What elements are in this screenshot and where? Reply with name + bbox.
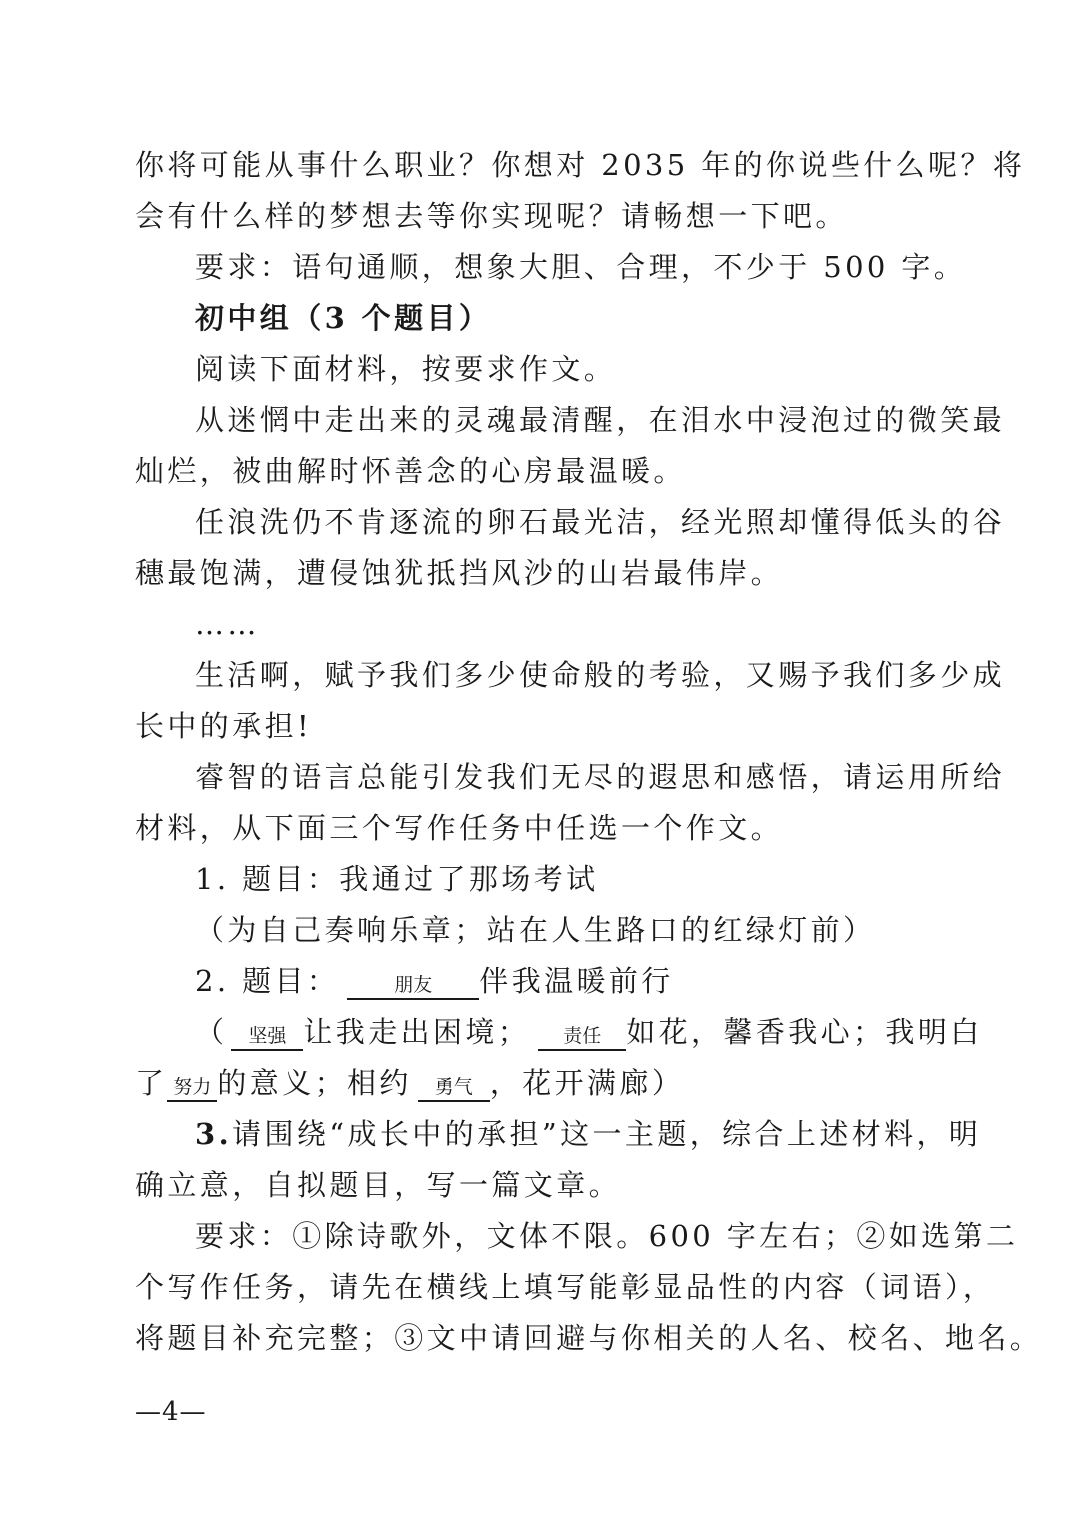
task-2-suffix: 伴我温暖前行 — [479, 964, 674, 998]
requirement-line: 要求：①除诗歌外，文体不限。600 字左右；②如选第二 — [195, 1219, 1019, 1253]
task-2-options-cont — [135, 1058, 947, 1109]
paragraph-line: 任浪洗仍不肯逐流的卵石最光洁，经光照却懂得低头的谷 — [195, 505, 1006, 539]
open-paren: （ — [195, 1015, 228, 1049]
page-number: —4— — [135, 1397, 207, 1427]
ellipsis-line: …… — [195, 607, 260, 641]
task-2-blank: 朋友 — [347, 970, 479, 1000]
option-blank-2: 责任 — [538, 1021, 626, 1051]
paragraph-line: 阅读下面材料，按要求作文。 — [195, 352, 617, 386]
document-page — [135, 140, 1043, 1364]
paragraph-line: 材料，从下面三个写作任务中任选一个作文。 — [135, 811, 784, 845]
option-text-1: 让我走出困境； — [303, 1015, 531, 1049]
option-text-2: 如花，馨香我心；我明白 — [626, 1015, 983, 1049]
requirement-line: 个写作任务，请先在横线上填写能彰显品性的内容（词语）， — [135, 1270, 996, 1304]
task-3-text-cont: 确立意，自拟题目，写一篇文章。 — [135, 1168, 622, 1202]
paragraph-line: 长中的承担! — [135, 709, 313, 743]
task-3-text: 请围绕“成长中的承担”这一主题，综合上述材料，明 — [232, 1117, 982, 1151]
task-1-options: （为自己奏响乐章；站在人生路口的红绿灯前） — [195, 913, 876, 947]
paragraph-line: 睿智的语言总能引发我们无尽的遐思和感悟，请运用所给 — [195, 760, 1006, 794]
option-blank-1: 坚强 — [231, 1021, 303, 1051]
requirement-line: 将题目补充完整；③文中请回避与你相关的人名、校名、地名。 — [135, 1321, 1043, 1355]
option-blank-3: 努力 — [167, 1072, 217, 1102]
section-heading: 初中组（3 个题目） — [195, 301, 492, 335]
paragraph-line: 灿烂，被曲解时怀善念的心房最温暖。 — [135, 454, 686, 488]
task-2-title — [135, 956, 947, 1007]
option-text-5: ，花开满廊） — [489, 1066, 685, 1100]
task-1-title: 1. 题目：我通过了那场考试 — [195, 862, 599, 896]
paragraph-line: 生活啊，赋予我们多少使命般的考验，又赐予我们多少成 — [195, 658, 1006, 692]
task-2-prefix: 2. 题目： — [195, 964, 340, 998]
task-3-number: 3. — [195, 1117, 233, 1151]
paragraph-line: 你将可能从事什么职业？你想对 2035 年的你说些什么呢？将 — [135, 148, 1026, 182]
paragraph-line: 会有什么样的梦想去等你实现呢？请畅想一下吧。 — [135, 199, 848, 233]
paragraph-line: 穗最饱满，遭侵蚀犹抵挡风沙的山岩最伟岸。 — [135, 556, 784, 590]
paragraph-line: 从迷惘中走出来的灵魂最清醒，在泪水中浸泡过的微笑最 — [195, 403, 1006, 437]
option-blank-4: 勇气 — [418, 1072, 490, 1102]
requirement-line: 要求：语句通顺，想象大胆、合理，不少于 500 字。 — [195, 250, 967, 284]
option-text-4: 的意义；相约 — [217, 1066, 412, 1100]
task-2-options — [135, 1007, 983, 1058]
task-3-title — [135, 1109, 982, 1160]
option-text-3: 了 — [135, 1066, 168, 1100]
